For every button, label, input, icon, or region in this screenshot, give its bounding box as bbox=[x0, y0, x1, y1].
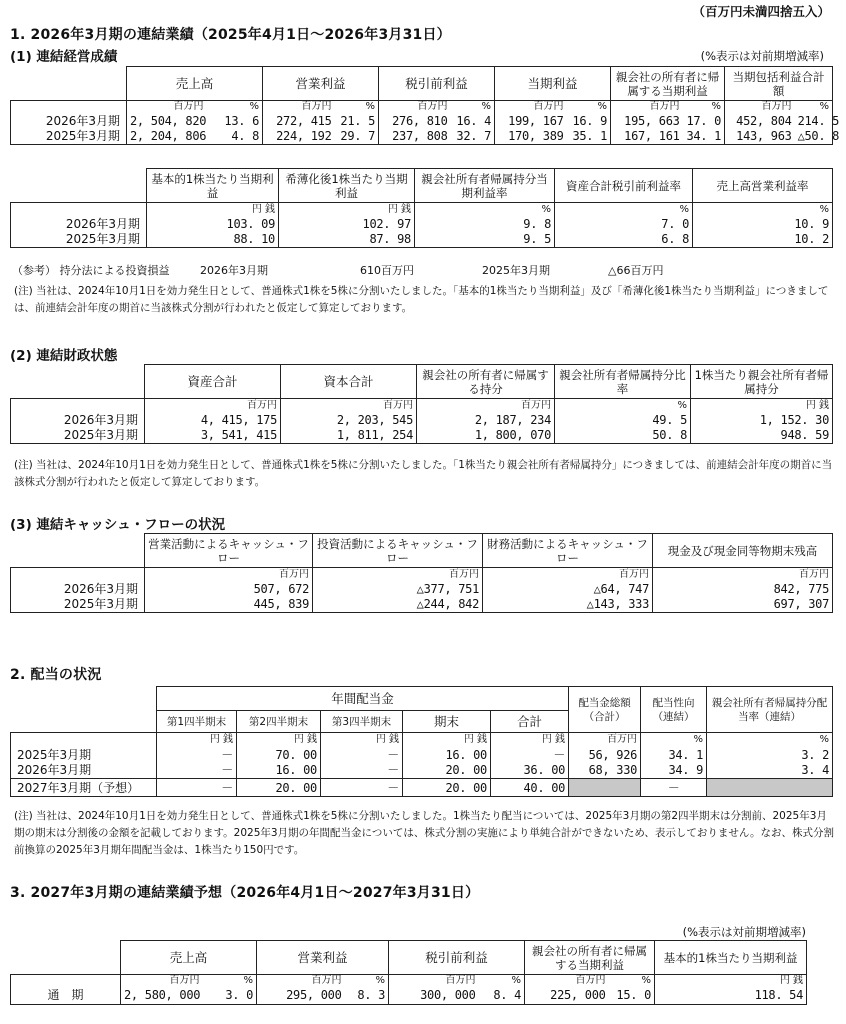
forecast-pct-note: (%表示は対前期増減率) bbox=[682, 925, 806, 939]
header-total-assets: 資産合計 bbox=[145, 365, 281, 399]
header-diluted-eps: 希薄化後1株当たり当期利益 bbox=[279, 169, 415, 203]
header-q1: 第1四半期末 bbox=[157, 711, 237, 733]
header-year-end: 期末 bbox=[403, 711, 491, 733]
header-sales: 売上高 bbox=[127, 67, 263, 101]
header-op-margin: 売上高営業利益率 bbox=[693, 169, 833, 203]
cash-flow-table: 営業活動によるキャッシュ・フロー 投資活動によるキャッシュ・フロー 財務活動によるキャッシュ・フロー 現金及び現金同等物期末残高 百万円 百万円 百万円 百万円 2026年3月期 507, 672 △377, 751 △64, 747 842, 775 2025年3月期 445, 839 △244, 842 △143, 333 697, 307 bbox=[10, 533, 833, 613]
header-payout-ratio: 配当性向（連結） bbox=[641, 687, 707, 733]
header-net-profit: 当期利益 bbox=[495, 67, 611, 101]
table-row: 2027年3月期（予想） － 20. 00 － 20. 00 40. 00 － bbox=[11, 779, 833, 797]
table-row: 2025年3月期 445, 839 △244, 842 △143, 333 697, 307 bbox=[11, 597, 833, 613]
header-pretax-profit: 税引前利益 bbox=[379, 67, 495, 101]
forecast-header-op-profit: 営業利益 bbox=[257, 941, 389, 975]
header-investing-cf: 投資活動によるキャッシュ・フロー bbox=[313, 534, 483, 568]
forecast-header-eps: 基本的1株当たり当期利益 bbox=[655, 941, 807, 975]
table-row: 2026年3月期 507, 672 △377, 751 △64, 747 842, 775 bbox=[11, 581, 833, 597]
header-operating-profit: 営業利益 bbox=[263, 67, 379, 101]
header-q2: 第2四半期末 bbox=[237, 711, 321, 733]
forecast-header-pretax: 税引前利益 bbox=[389, 941, 525, 975]
gray-cell bbox=[569, 779, 641, 797]
gray-cell bbox=[707, 779, 833, 797]
header-operating-cf: 営業活動によるキャッシュ・フロー bbox=[145, 534, 313, 568]
header-dividend-total: 配当金総額（合計） bbox=[569, 687, 641, 733]
note-bps-split: (注) 当社は、2024年10月1日を効力発生日として、普通株式1株を5株に分割いたしました。「1株当たり親会社所有者帰属持分」につきましては、前連結会計年度の期首に当該株式分割が行われたと仮定して算定しております。 bbox=[14, 459, 833, 488]
dividend-table: 年間配当金 配当金総額（合計） 配当性向（連結） 親会社所有者帰属持分配当率（連結） 第1四半期末 第2四半期末 第3四半期末 期末 合計 円 銭 円 銭 円 銭 円 銭 円 銭 百万円 % % 2025年3月期 － 70. 00 － 16. 00 － 56, 926 34. 1 3. 2 2026年3月期 － 16. 00 － 20. 00 36. 00 68, 330 34. 9 3. 4 2027年3月期（予想） － 20. 00 － 20. 00 40. 00 － bbox=[10, 686, 833, 797]
pct-note: (%表示は対前期増減率) bbox=[700, 49, 824, 63]
header-doe: 親会社所有者帰属持分配当率（連結） bbox=[707, 687, 833, 733]
table-row: 2026年3月期 2, 504, 820 13. 6 272, 415 21. 5 276, 810 16. 4 199, 167 16. 9 195, 663 17. 0 452, 804 214. 5 bbox=[11, 113, 833, 129]
forecast-header-parent-profit: 親会社の所有者に帰属する当期利益 bbox=[525, 941, 655, 975]
header-cash-ending: 現金及び現金同等物期末残高 bbox=[653, 534, 833, 568]
per-share-table: 基本的1株当たり当期利益 希薄化後1株当たり当期利益 親会社所有者帰属持分当期利益率 資産合計税引前利益率 売上高営業利益率 円 銭 円 銭 % % % 2026年3月期 103. 09 102. 97 9. 8 7. 0 10. 9 2025年3月期 88. 10 87. 98 9. 5 6. 8 10. 2 bbox=[10, 168, 833, 248]
header-parent-equity: 親会社の所有者に帰属する持分 bbox=[417, 365, 555, 399]
operating-results-table: 売上高 営業利益 税引前利益 当期利益 親会社の所有者に帰属する当期利益 当期包括利益合計額 百万円 % 百万円 % 百万円 % 百万円 % 百万円 % 百万円 % 2026年3月期 2, 504, 820 13. 6 272, 415 21. 5 276, 810 16. 4 199, 167 16. 9 195, 663 17. 0 452, 804 214. 5 2025年3月期 2, 204, 806 4. 8 224, 192 29. 7 237, 808 32. 7 170, 389 35. 1 167, 161 34. 1 143, 963 △50. 8 bbox=[10, 66, 833, 145]
header-annual-dividend: 年間配当金 bbox=[157, 687, 569, 711]
subsection-financial-position: (2) 連結財政状態 bbox=[10, 348, 118, 364]
section-1-title: 1. 2026年3月期の連結業績（2025年4月1日～2026年3月31日） bbox=[10, 27, 451, 43]
note-dividend-split: (注) 当社は、2024年10月1日を効力発生日として、普通株式1株を5株に分割いたしました。1株当たり配当については、2025年3月期の第2四半期末は分割前、2025年3月期の期末は分割後の金額を記載しております。2025年3月期の年間配当金については、株式分割の実施により単純合計ができないため、表示しておりません。なお、株式分割前換算の2025年3月期年間配当金は、1株当たり150円です。 bbox=[14, 810, 835, 856]
forecast-header-sales: 売上高 bbox=[121, 941, 257, 975]
table-row: 2025年3月期 － 70. 00 － 16. 00 － 56, 926 34. 1 3. 2 bbox=[11, 747, 833, 763]
table-row: 2026年3月期 － 16. 00 － 20. 00 36. 00 68, 330 34. 9 3. 4 bbox=[11, 763, 833, 779]
table-row: 2025年3月期 88. 10 87. 98 9. 5 6. 8 10. 2 bbox=[11, 232, 833, 248]
header-total: 合計 bbox=[491, 711, 569, 733]
section-2-title: 2. 配当の状況 bbox=[10, 667, 102, 683]
section-3-title: 3. 2027年3月期の連結業績予想（2026年4月1日～2027年3月31日） bbox=[10, 885, 480, 901]
header-roe: 親会社所有者帰属持分当期利益率 bbox=[415, 169, 555, 203]
table-row: 2026年3月期 4, 415, 175 2, 203, 545 2, 187, 234 49. 5 1, 152. 30 bbox=[11, 412, 833, 428]
header-bps: 1株当たり親会社所有者帰属持分 bbox=[691, 365, 833, 399]
header-comprehensive: 当期包括利益合計額 bbox=[725, 67, 833, 101]
header-financing-cf: 財務活動によるキャッシュ・フロー bbox=[483, 534, 653, 568]
header-basic-eps: 基本的1株当たり当期利益 bbox=[147, 169, 279, 203]
equity-method-ref: （参考） 持分法による投資損益 2026年3月期 610百万円 2025年3月期 △66百万円 bbox=[12, 264, 664, 277]
header-parent-profit: 親会社の所有者に帰属する当期利益 bbox=[611, 67, 725, 101]
note-eps-split: (注) 当社は、2024年10月1日を効力発生日として、普通株式1株を5株に分割いたしました。「基本的1株当たり当期利益」及び「希薄化後1株当たり当期利益」につきましては、前連結会計年度の期首に当該株式分割が行われたと仮定して算定しております。 bbox=[14, 285, 829, 314]
header-total-equity: 資本合計 bbox=[281, 365, 417, 399]
subsection-operating-results: (1) 連結経営成績 bbox=[10, 49, 118, 65]
forecast-table: 売上高 営業利益 税引前利益 親会社の所有者に帰属する当期利益 基本的1株当たり当期利益 百万円 % 百万円 % 百万円 % 百万円 % 円 銭 通 期 2, 580, 000 3. 0 295, 000 8. 3 300, 000 8. 4 225, 000 15. 0 118. 54 bbox=[10, 940, 807, 1005]
unit-note: （百万円未満四捨五入） bbox=[692, 4, 830, 19]
header-q3: 第3四半期末 bbox=[321, 711, 403, 733]
subsection-cash-flows: (3) 連結キャッシュ・フローの状況 bbox=[10, 517, 226, 533]
table-row: 2026年3月期 103. 09 102. 97 9. 8 7. 0 10. 9 bbox=[11, 216, 833, 232]
table-row: 2025年3月期 2, 204, 806 4. 8 224, 192 29. 7 237, 808 32. 7 170, 389 35. 1 167, 161 34. 1 143, 963 △50. 8 bbox=[11, 129, 833, 145]
financial-position-table: 資産合計 資本合計 親会社の所有者に帰属する持分 親会社所有者帰属持分比率 1株当たり親会社所有者帰属持分 百万円 百万円 百万円 % 円 銭 2026年3月期 4, 415, 175 2, 203, 545 2, 187, 234 49. 5 1, 152. 30 2025年3月期 3, 541, 415 1, 811, 254 1, 800, 070 50. 8 948. 59 bbox=[10, 364, 833, 444]
header-roa: 資産合計税引前利益率 bbox=[555, 169, 693, 203]
header-equity-ratio: 親会社所有者帰属持分比率 bbox=[555, 365, 691, 399]
table-row: 通 期 2, 580, 000 3. 0 295, 000 8. 3 300, 000 8. 4 225, 000 15. 0 118. 54 bbox=[11, 987, 807, 1005]
table-row: 2025年3月期 3, 541, 415 1, 811, 254 1, 800, 070 50. 8 948. 59 bbox=[11, 428, 833, 444]
